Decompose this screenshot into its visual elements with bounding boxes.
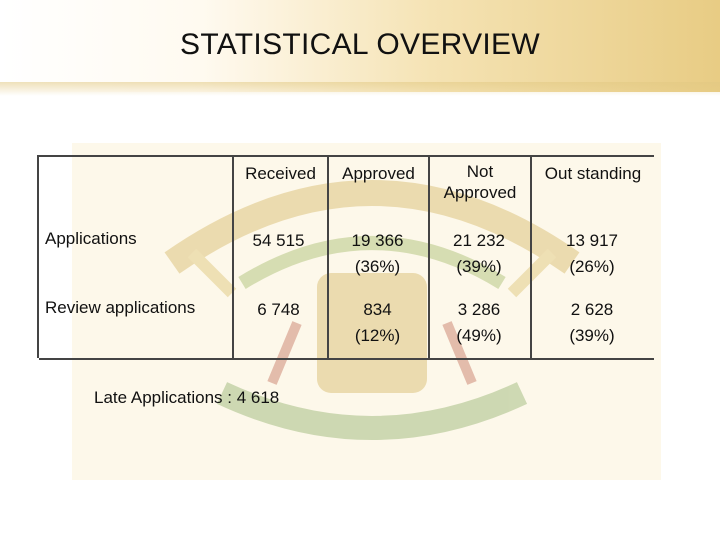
cell-outstanding-count: 13 917 bbox=[566, 231, 618, 250]
cell-approved-pct: (12%) bbox=[354, 326, 401, 345]
cell-received: 6 748 bbox=[257, 300, 300, 319]
table-bottom-border bbox=[39, 358, 654, 360]
cell-approved-count: 19 366 bbox=[351, 231, 404, 250]
cell-approved-pct: (36%) bbox=[354, 257, 401, 276]
header-approved: Approved bbox=[342, 164, 415, 183]
cell-not-approved-count: 3 286 bbox=[457, 300, 501, 319]
late-applications-note: Late Applications : 4 618 bbox=[94, 388, 280, 407]
column-divider bbox=[232, 157, 234, 358]
cell-not-approved-pct: (39%) bbox=[456, 257, 502, 276]
cell-approved-count: 834 bbox=[363, 300, 392, 319]
cell-outstanding-count: 2 628 bbox=[570, 300, 614, 319]
cell-not-approved-count: 21 232 bbox=[453, 231, 505, 250]
banner-shadow bbox=[0, 82, 720, 96]
row-label-review-applications: Review applications bbox=[45, 298, 196, 317]
cell-not-approved-pct: (49%) bbox=[456, 326, 502, 345]
row-label-applications: Applications bbox=[45, 229, 137, 248]
cell-outstanding-pct: (39%) bbox=[569, 326, 615, 345]
header-outstanding: Out standing bbox=[544, 164, 642, 183]
slide-title: STATISTICAL OVERVIEW bbox=[180, 28, 540, 61]
cell-received: 54 515 bbox=[252, 231, 305, 250]
header-received: Received bbox=[245, 164, 316, 183]
cell-outstanding-pct: (26%) bbox=[569, 257, 615, 276]
header-not-approved: Not Approved bbox=[443, 162, 517, 202]
